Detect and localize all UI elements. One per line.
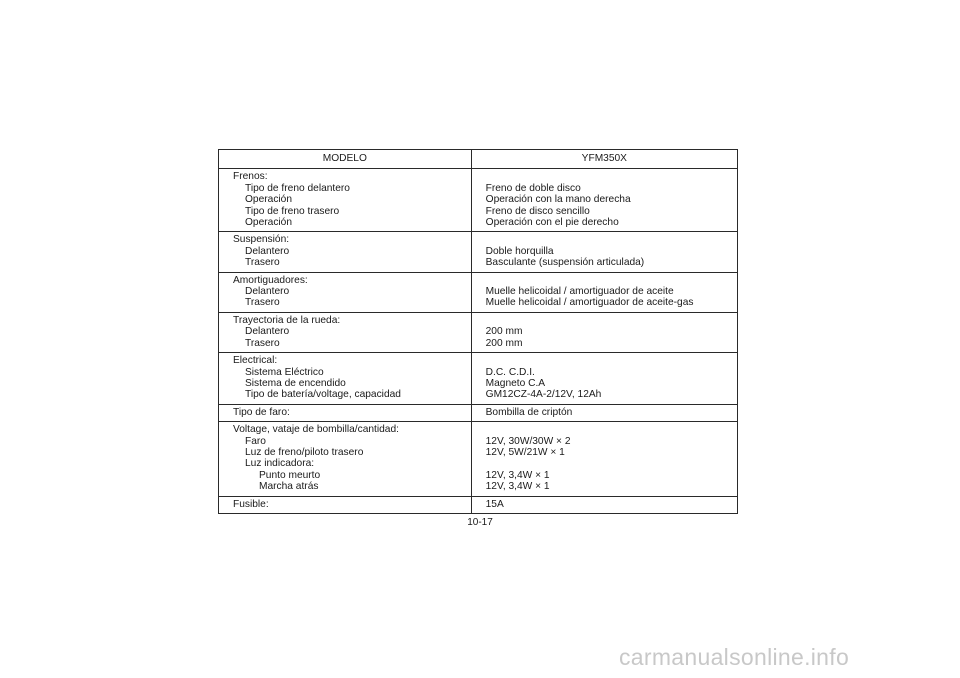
spec-section-row	[219, 169, 738, 232]
spacer	[486, 355, 733, 366]
section-title: Frenos:	[233, 171, 268, 183]
spec-labels-cell	[219, 272, 472, 312]
spec-value: GM12CZ-4A-2/12V, 12Ah	[485, 389, 602, 401]
section-title: Voltage, vataje de bombilla/cantidad:	[233, 424, 399, 436]
spacer	[486, 275, 733, 286]
spec-labels-cell	[219, 422, 472, 496]
spec-values-cell	[471, 169, 737, 232]
spec-values-cell	[471, 232, 737, 272]
spec-section-row	[219, 496, 738, 513]
spacer	[486, 234, 733, 245]
spec-label: Sistema de encendido	[245, 377, 346, 389]
spec-label: Trasero	[245, 257, 280, 269]
model-value: YFM350X	[471, 150, 737, 169]
spec-value: 12V, 5W/21W × 1	[485, 446, 565, 458]
spec-labels-cell	[219, 404, 472, 421]
page-number: 10-17	[467, 517, 493, 528]
spec-labels-cell	[219, 232, 472, 272]
spec-values-cell	[471, 272, 737, 312]
section-title: Fusible:	[233, 498, 269, 510]
spec-label: Delantero	[245, 286, 290, 298]
section-value: Bombilla de criptón	[485, 406, 573, 418]
watermark: carmanualsonline.info	[619, 644, 850, 670]
spec-value: Basculante (suspensión articulada)	[485, 257, 645, 269]
table-header-row	[219, 150, 738, 169]
spec-section-row	[219, 272, 738, 312]
spacer	[486, 315, 733, 326]
spec-value: 200 mm	[485, 337, 523, 349]
spec-values-cell	[471, 422, 737, 496]
spec-section-row	[219, 422, 738, 496]
spec-values-cell	[471, 353, 737, 405]
spec-section-row	[219, 312, 738, 352]
spec-label: Operación	[245, 217, 293, 229]
spec-labels-cell	[219, 496, 472, 513]
spec-section-row	[219, 404, 738, 421]
spec-labels-cell	[219, 169, 472, 232]
spec-value: Magneto C.A	[485, 377, 546, 389]
spec-section-row	[219, 353, 738, 405]
spacer	[486, 424, 733, 435]
spec-value: 12V, 3,4W × 1	[485, 469, 550, 481]
spec-label: Trasero	[245, 337, 280, 349]
spec-values-cell	[471, 404, 737, 421]
spec-label: Trasero	[245, 297, 280, 309]
spec-value: 200 mm	[485, 326, 523, 338]
spec-value: Freno de disco sencillo	[485, 205, 590, 217]
spec-value: Muelle helicoidal / amortiguador de aceite	[485, 286, 674, 298]
spec-label: Delantero	[245, 245, 290, 257]
section-title: Electrical:	[233, 355, 278, 367]
section-title: Suspensión:	[233, 234, 290, 246]
spec-table	[218, 149, 738, 514]
spec-label: Marcha atrás	[259, 481, 319, 493]
spec-labels-cell	[219, 353, 472, 405]
model-label: MODELO	[219, 150, 472, 169]
spec-value: Muelle helicoidal / amortiguador de aceite-gas	[485, 297, 694, 309]
spec-label: Luz indicadora:	[245, 458, 315, 470]
spec-label: Tipo de freno delantero	[245, 182, 350, 194]
section-value: 15A	[485, 498, 504, 510]
spec-value: Operación con el pie derecho	[485, 217, 619, 229]
spec-label: Sistema Eléctrico	[245, 366, 324, 378]
spec-value: Doble horquilla	[485, 245, 554, 257]
spec-value	[486, 458, 733, 469]
spacer	[486, 171, 733, 182]
spec-label: Tipo de batería/voltage, capacidad	[245, 389, 401, 401]
spec-value: D.C. C.D.I.	[485, 366, 535, 378]
spec-value: 12V, 3,4W × 1	[485, 481, 550, 493]
spec-section-row	[219, 232, 738, 272]
spec-label: Operación	[245, 194, 293, 206]
spec-value: 12V, 30W/30W × 2	[485, 435, 571, 447]
section-title: Amortiguadores:	[233, 274, 308, 286]
spec-label: Punto meurto	[259, 469, 321, 481]
section-title: Trayectoria de la rueda:	[233, 314, 341, 326]
spec-label: Tipo de freno trasero	[245, 205, 340, 217]
section-title: Tipo de faro:	[233, 406, 290, 418]
spec-label: Faro	[245, 435, 266, 447]
spec-labels-cell	[219, 312, 472, 352]
spec-value: Freno de doble disco	[485, 182, 581, 194]
spec-label: Delantero	[245, 326, 290, 338]
spec-values-cell	[471, 496, 737, 513]
spec-values-cell	[471, 312, 737, 352]
spec-body	[219, 169, 738, 514]
spec-value: Operación con la mano derecha	[485, 194, 631, 206]
spec-label: Luz de freno/piloto trasero	[245, 446, 364, 458]
